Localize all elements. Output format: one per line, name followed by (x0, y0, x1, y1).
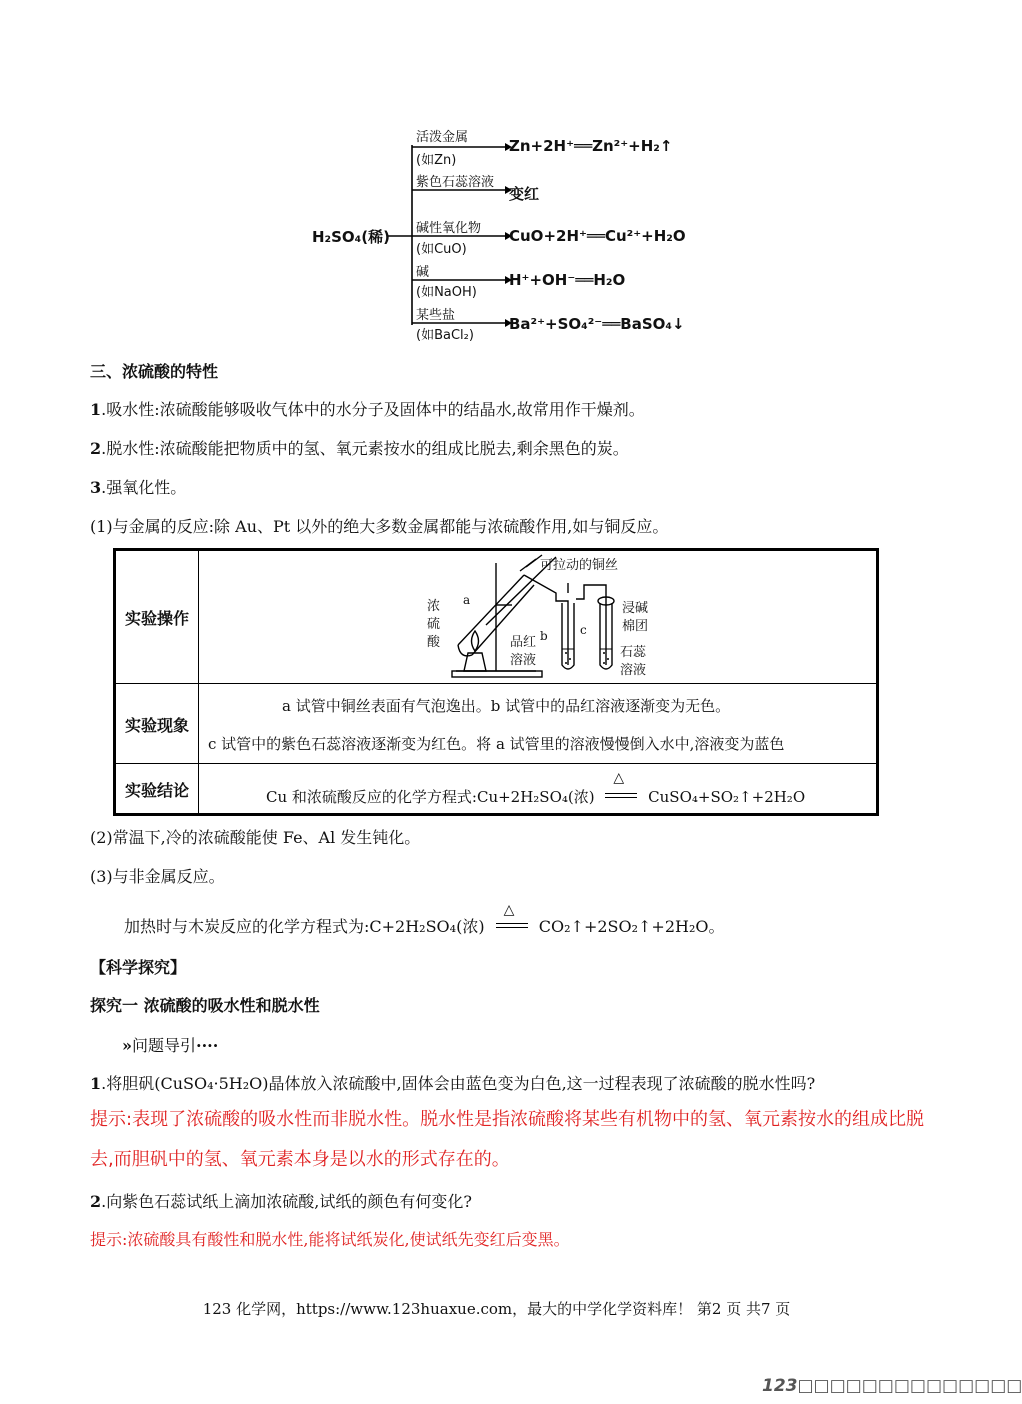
delta-symbol: △ (503, 902, 515, 918)
paragraph-absorb (90, 400, 645, 420)
branch-label-4a: 碱 (416, 265, 430, 280)
row-head-conclusion: 实验结论 (124, 781, 189, 800)
question-text: .将胆矾(CuSO₄·5H₂O)晶体放入浓硫酸中,固体会由蓝色变为白色,这一过程表现了浓硫酸的脱水性吗? (101, 1074, 816, 1093)
branch-result-2: 变红 (509, 185, 540, 203)
branch-result-5: Ba²⁺+SO₄²⁻══BaSO₄↓ (509, 315, 685, 333)
question-num: 2 (90, 1192, 102, 1211)
watermark: 123□□□□□□□□□□□□□□ (762, 1376, 1022, 1396)
label-wire: 可拉动的铜丝 (540, 558, 619, 573)
branch-label-3b: (如CuO) (416, 242, 467, 257)
branch-label-5b: (如BaCl₂) (416, 328, 474, 343)
guide-dots: ···· (196, 1036, 219, 1055)
heat-equals (599, 770, 643, 806)
guide-arrows-icon: » (122, 1036, 132, 1055)
question-1 (90, 1074, 815, 1094)
carbon-equation (124, 902, 725, 937)
paragraph-passivation: (2)常温下,冷的浓硫酸能使 Fe、Al 发生钝化。 (90, 828, 421, 847)
equals-sign (496, 923, 528, 928)
phenomenon-line-2: c 试管中的紫色石蕊溶液逐渐变为红色。将 a 试管里的溶液慢慢倒入水中,溶液变为蓝色 (208, 735, 785, 753)
branch-label-4b: (如NaOH) (416, 285, 477, 300)
label-cotton-1: 浸碱 (622, 601, 649, 616)
label-acid-1: 浓 (427, 599, 441, 614)
branch-label-1a: 活泼金属 (416, 130, 469, 145)
explore-subtitle: 探究一 浓硫酸的吸水性和脱水性 (90, 996, 320, 1015)
label-a: a (463, 593, 471, 607)
table-divider (116, 683, 876, 684)
guide-label: 问题导引 (132, 1036, 197, 1055)
row-head-phenomenon: 实验现象 (124, 716, 189, 735)
answer-2: 提示:浓硫酸具有酸性和脱水性,能将试纸炭化,使试纸先变红后变黑。 (90, 1230, 570, 1249)
heat-equals (490, 902, 534, 936)
label-b: b (540, 629, 548, 643)
para-text: .强氧化性。 (101, 478, 187, 497)
answer-1-line-2: 去,而胆矾中的氢、氧元素本身是以水的形式存在的。 (90, 1149, 510, 1170)
para-text: .吸水性:浓硫酸能够吸收气体中的水分子及固体中的结晶水,故常用作干燥剂。 (101, 400, 645, 419)
phenomenon-line-1: a 试管中铜丝表面有气泡逸出。b 试管中的品红溶液逐渐变为无色。 (282, 697, 731, 715)
equals-sign (605, 793, 637, 798)
delta-symbol: △ (613, 770, 625, 786)
branch-result-4: H⁺+OH⁻══H₂O (509, 271, 626, 289)
paragraph-nonmetal: (3)与非金属反应。 (90, 867, 225, 886)
equation-right: CO₂↑+2SO₂↑+2H₂O。 (538, 917, 725, 936)
para-text: .脱水性:浓硫酸能把物质中的氢、氧元素按水的组成比脱去,剩余黑色的炭。 (101, 439, 629, 458)
equation-left: 加热时与木炭反应的化学方程式为:C+2H₂SO₄(浓) (124, 917, 485, 936)
table-divider (198, 551, 199, 813)
branch-label-2a: 紫色石蕊溶液 (416, 175, 495, 190)
guide-line (122, 1036, 218, 1056)
label-acid-2: 硫 (427, 617, 441, 632)
branch-label-3a: 碱性氧化物 (416, 221, 482, 236)
paragraph-dehydrate (90, 439, 629, 459)
answer-1-line-1: 提示:表现了浓硫酸的吸水性而非脱水性。脱水性是指浓硫酸将某些有机物中的氢、氧元素按水的组成比脱 (90, 1109, 925, 1130)
equation-right: CuSO₄+SO₂↑+2H₂O (648, 788, 806, 806)
question-text: .向紫色石蕊试纸上滴加浓硫酸,试纸的颜色有何变化? (101, 1192, 472, 1211)
label-litmus-2: 溶液 (620, 663, 647, 678)
explore-title: 【科学探究】 (90, 958, 187, 977)
section-title: 三、浓硫酸的特性 (90, 362, 219, 381)
question-num: 1 (90, 1074, 102, 1093)
paragraph-oxidize (90, 478, 186, 498)
page-footer: 123 化学网，https://www.123huaxue.com，最大的中学化学资料库！ 第2 页 共7 页 (202, 1300, 791, 1318)
label-litmus-1: 石蕊 (620, 645, 647, 660)
experiment-table (113, 548, 879, 816)
label-c: c (580, 623, 587, 637)
label-pinhong-1: 品红 (510, 635, 537, 650)
label-pinhong-2: 溶液 (510, 653, 537, 668)
label-cotton-2: 棉团 (622, 619, 649, 634)
equation-left: Cu 和浓硫酸反应的化学方程式:Cu+2H₂SO₄(浓) (266, 788, 595, 806)
conclusion-equation (266, 770, 806, 807)
question-2 (90, 1192, 472, 1212)
branch-label-5a: 某些盐 (416, 308, 456, 323)
paragraph-metal: (1)与金属的反应:除 Au、Pt 以外的绝大多数金属都能与浓硫酸作用,如与铜反应。 (90, 517, 669, 536)
branch-result-3: CuO+2H⁺══Cu²⁺+H₂O (509, 227, 686, 245)
label-acid-3: 酸 (427, 635, 441, 650)
branch-label-1b: (如Zn) (416, 153, 457, 168)
row-head-operation: 实验操作 (124, 609, 189, 628)
para-num: 2 (90, 439, 102, 458)
table-divider (116, 763, 876, 764)
para-num: 1 (90, 400, 102, 419)
para-num: 3 (90, 478, 102, 497)
branch-result-1: Zn+2H⁺══Zn²⁺+H₂↑ (509, 137, 673, 155)
diagram-root: H₂SO₄(稀) (312, 228, 390, 246)
